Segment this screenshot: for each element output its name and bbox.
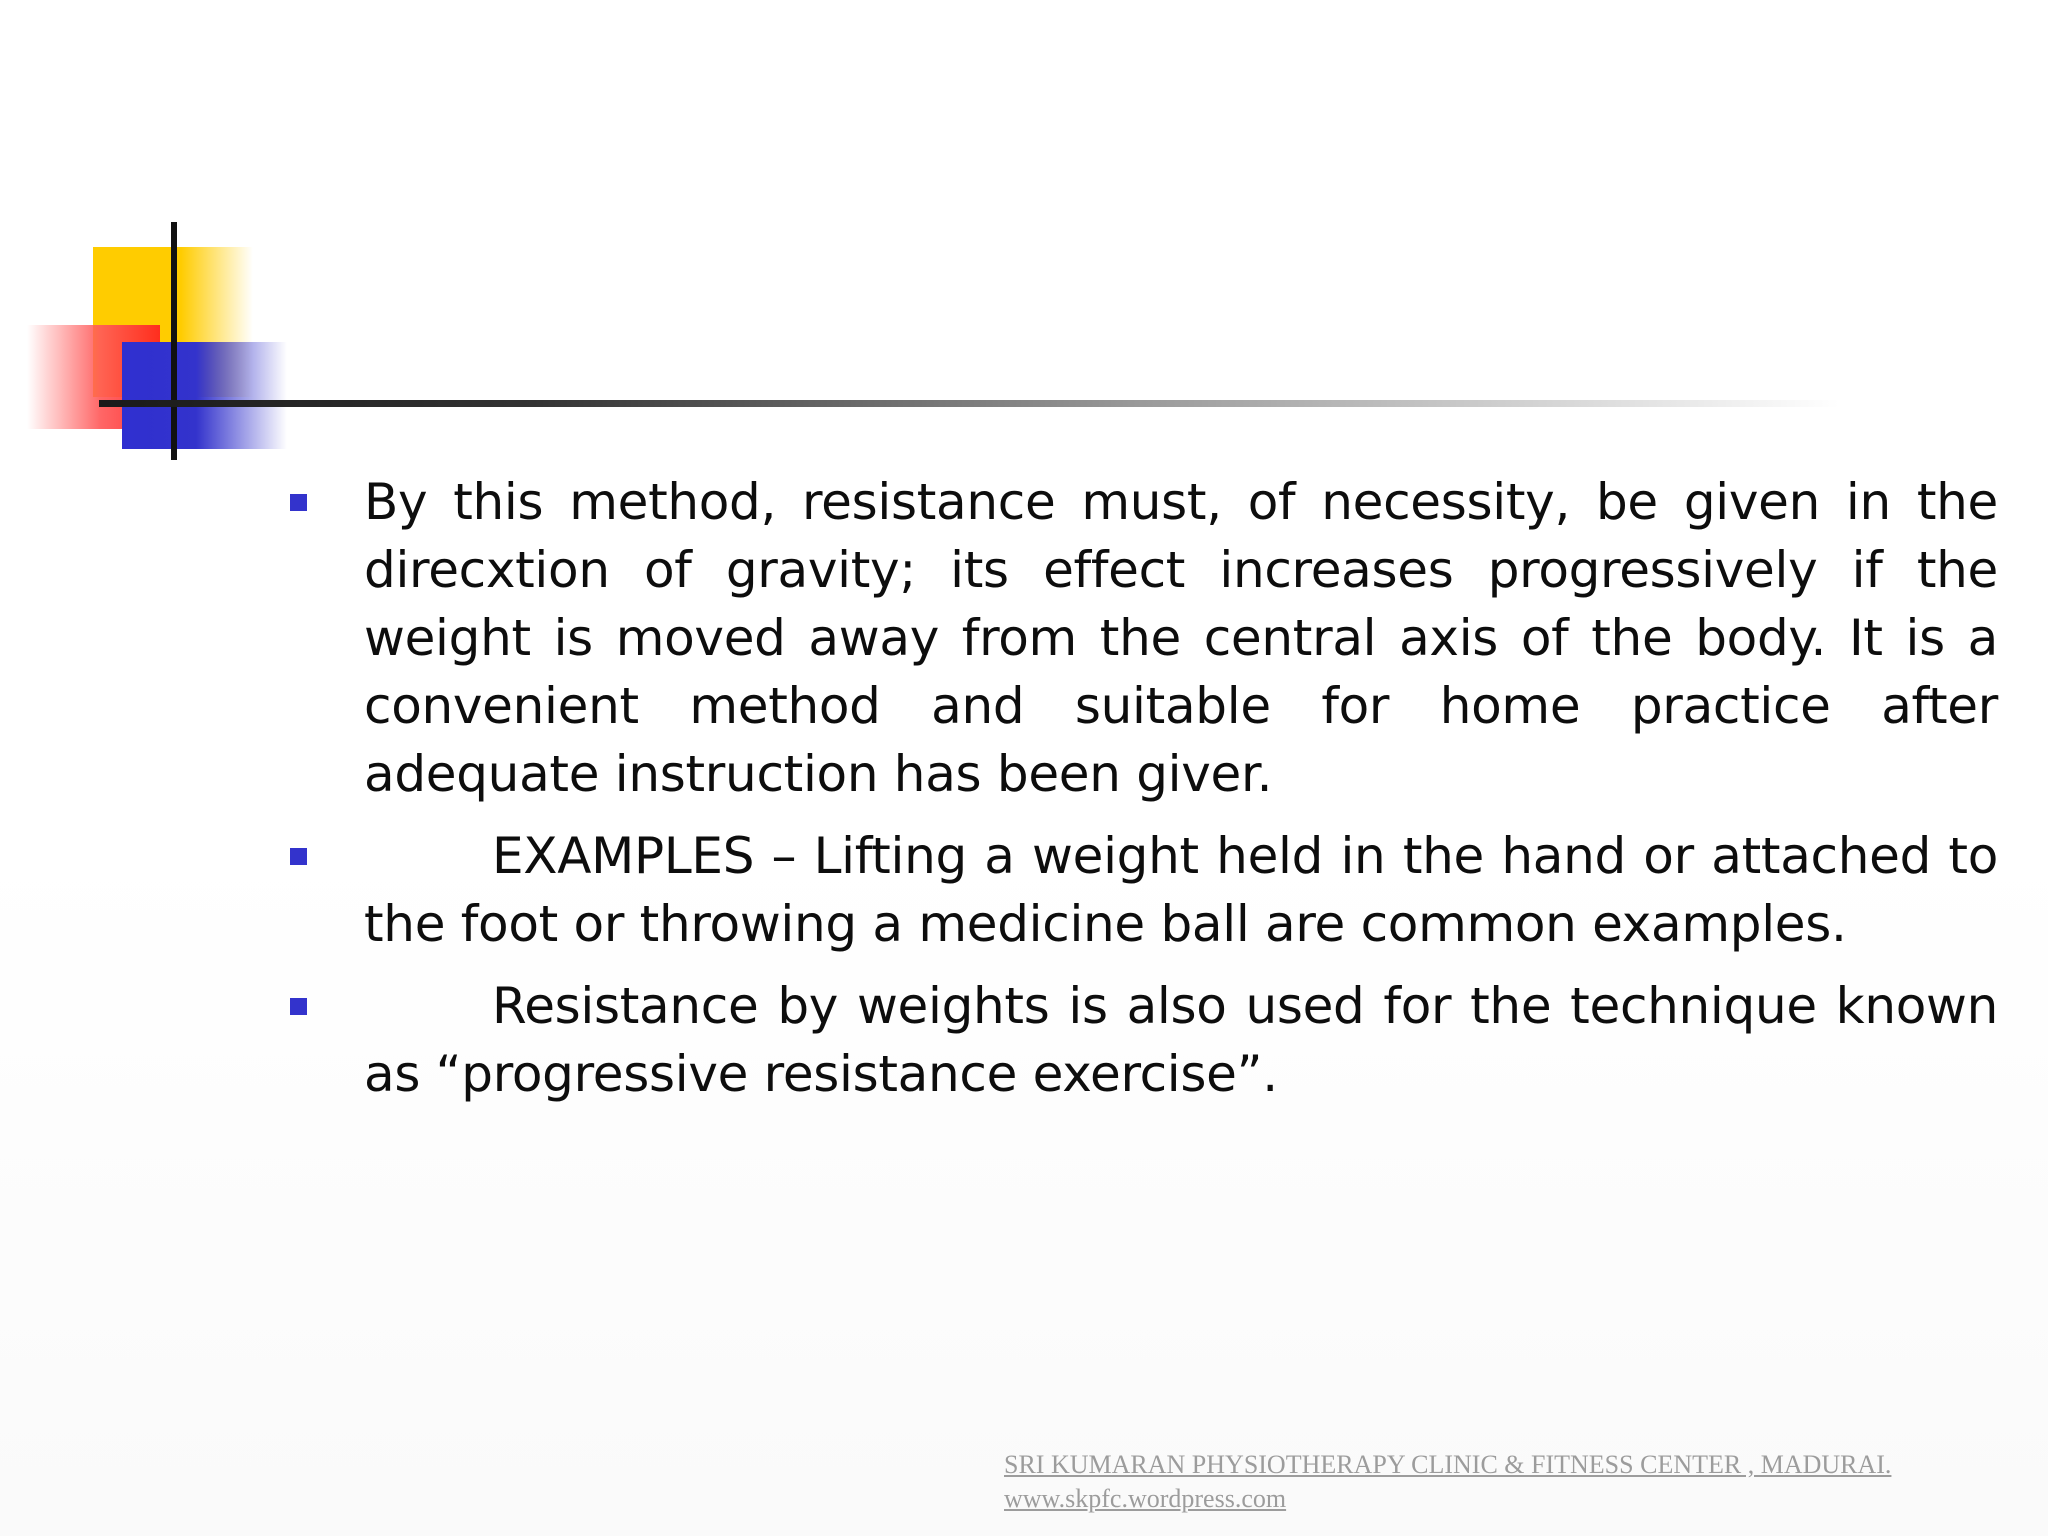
footer-website-link[interactable]: www.skpfc.wordpress.com [1004, 1484, 1287, 1513]
bullet-text-progressive: Resistance by weights is also used for the technique known as “progressive resistance exercise”. [364, 977, 1998, 1103]
decor-horizontal-rule [99, 400, 1839, 407]
bullet-item-3 [288, 972, 1998, 1108]
square-bullet-icon [290, 848, 307, 865]
bullet-item-1 [288, 468, 1998, 808]
bullet-list [288, 468, 1998, 1122]
decor-vertical-line [171, 222, 177, 460]
footer-credit [1004, 1448, 1891, 1516]
bullet-text-examples: EXAMPLES – Lifting a weight held in the hand or attached to the foot or throwing a medicine ball are common examples. [364, 827, 1998, 953]
bullet-item-2 [288, 822, 1998, 958]
bullet-text-method: By this method, resistance must, of necessity, be given in the direcxtion of gravity; its effect increases progressively if the weight is moved away from the central axis of the body. It is a convenient method and suitable for home practice after adequate instruction has been giver. [364, 473, 1998, 803]
footer-clinic-name[interactable]: SRI KUMARAN PHYSIOTHERAPY CLINIC & FITNESS CENTER , MADURAI. [1004, 1450, 1892, 1479]
decor-blue-square [122, 342, 287, 449]
square-bullet-icon [290, 494, 307, 511]
square-bullet-icon [290, 998, 307, 1015]
